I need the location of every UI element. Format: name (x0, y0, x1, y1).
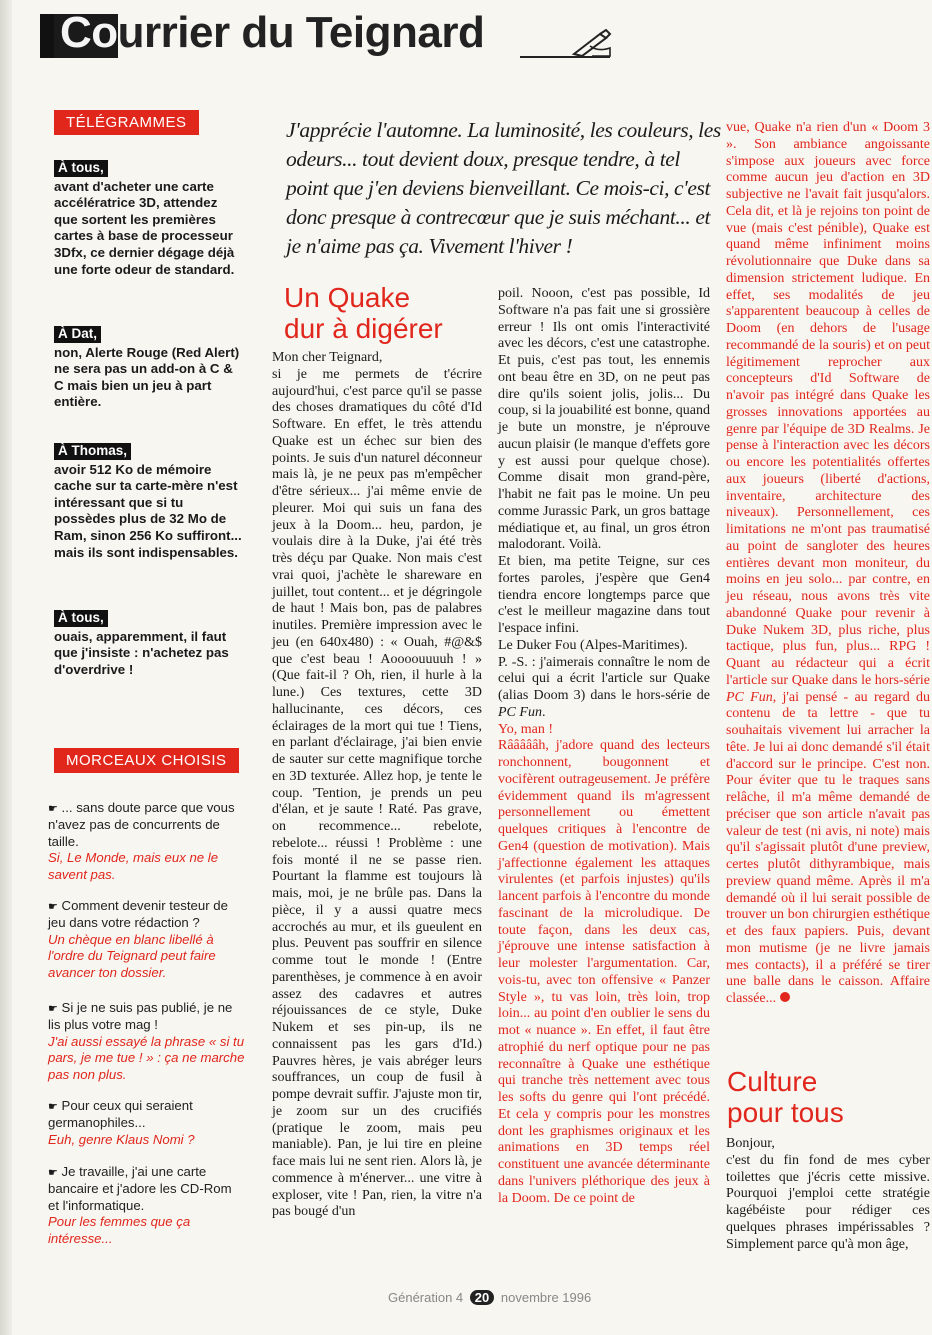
quote-reply: Pour les femmes que ça intéresse... (48, 1214, 191, 1246)
quote-text: Je travaille, j'ai une carte bancaire et j'adore les CD-Rom et l'informatique. (48, 1164, 232, 1213)
letter-body: Et bien, ma petite Teigne, sur ces fortes paroles, j'espère que Gen4 tiendra encore longtemps parce que c'est le meilleur magazine dans tout l'espace infini. (498, 554, 710, 636)
article-column-2 (498, 286, 710, 1207)
article-headline: Culture pour tous (727, 1066, 844, 1128)
telegram-text: avant d'acheter une carte accélératrice 3D, attendez que sortent les premières cartes à base de processeur 3Dfx, ce dernier dégage déjà une forte odeur de standard. (54, 178, 235, 277)
intro-paragraph: J'apprécie l'automne. La luminosité, les couleurs, les odeurs... tout devient doux, presque tendre, à tel point que j'en deviens bienveillant. Ce mois-ci, c'est donc presque à contrecœur que je suis méchant... et je n'aime pas ça. Vivement l'hiver ! (286, 118, 721, 258)
issue-date: novembre 1996 (500, 1290, 592, 1305)
quote-reply: Un chèque en blanc libellé à l'ordre du Teignard peut faire avancer ton dossier. (48, 931, 216, 980)
pointing-hand-icon: ☛ (48, 1167, 58, 1179)
pointing-hand-icon: ☛ (48, 803, 58, 815)
quote-text: ... sans doute parce que vous n'avez pas de concurrents de taille. (48, 800, 235, 849)
pointing-hand-icon: ☛ (48, 901, 58, 913)
article-headline: Un Quake dur à digérer (284, 282, 443, 344)
telegram-item (54, 610, 244, 678)
quote-item (48, 898, 246, 981)
quote-item (48, 1098, 246, 1148)
quote-text: Si je ne suis pas publié, je ne lis plus votre mag ! (48, 1000, 233, 1033)
reply-body: vue, Quake n'a rien d'un « Doom 3 ». Son ambiance angoissante s'impose aux joueurs avec force comme aucun jeu d'action en 3D subjective ne l'avait fait jusqu'alors. Cela dit, et là je rejoins ton point de vue (mais c'est pénible), Quake est quand même infiniment moins révolutionnaire que Duke dans sa dimension strictement ludique. En effet, ses modalités de jeu s'apparentent beaucoup à celles de Doom (en dehors de l'usage recommandé de la souris) et on peut légitimement reprocher aux concepteurs d'Id Software de n'avoir pas intégré dans Quake les grosses innovations apportées au genre par l'équipe de 3D Realms. Je pense à l'interaction avec les décors ou encore les potentialités offertes aux joueurs (liberté d'actions, inventaire, architecture des niveaux). Personnellement, ces limitations ne m'ont pas traumatisé au point de sangloter des heures entières devant mon moniteur, du moins en jeu solo... par contre, en jeu réseau, nous avons très vite abandonné Quake pour revenir à Duke Nukem 3D, plus riche, plus tactique, plus fun, plus... RPG ! Quant au rédacteur qui a écrit l'article sur Quake dans le hors-série PC Fun, j'ai pensé - au regard du contenu de ta lettre - que tu souhaitais vivement lui arracher la tête. Je lui ai donc demandé s'il était d'accord sur le principe. C'est non. Pour éviter que tu le traques sans relâche, il m'a même demandé de préciser que son article n'avait pas valeur de test (ni avis, ni note) mais qu'il s'agissait plutôt d'une preview, certes plutôt dithyrambique, mais preview quand même. Après il m'a demandé où il lui serait possible de trouver un bon chirurgien esthétique et des faux papiers. Puis, devant mon mutisme (je ne livre jamais mes contacts), il a préféré se tirer une balle dans le caisson. Affaire classée... (726, 120, 930, 1006)
morceaux-section (46, 748, 242, 773)
article-2-body (726, 1136, 930, 1253)
quote-item (48, 1164, 246, 1247)
page-number: 20 (470, 1290, 494, 1305)
pointing-hand-icon: ☛ (48, 1101, 58, 1113)
sidebar (46, 110, 242, 135)
masthead (40, 6, 620, 62)
telegram-text: avoir 512 Ko de mémoire cache sur ta carte-mère n'est intéressant que si tu possèdes plus de 32 Mo de Ram, sinon 256 Ko suffiront... mais ils sont indispensables. (54, 461, 242, 560)
pointing-hand-icon: ☛ (48, 1003, 58, 1015)
masthead-bar (40, 14, 54, 58)
article-column-1 (272, 350, 482, 1221)
end-mark-icon (780, 992, 790, 1002)
page-edge (0, 0, 12, 1335)
article-column-3 (726, 120, 930, 1008)
letter-greeting: Mon cher Teignard, (272, 350, 383, 365)
morceaux-heading: MORCEAUX CHOISIS (54, 748, 239, 773)
quote-item (48, 1000, 246, 1083)
telegram-recipient: À Dat, (54, 326, 101, 343)
letter-greeting: Bonjour, (726, 1136, 775, 1151)
letter-postscript: P. -S. : j'aimerais connaître le nom de celui qui a écrit l'article sur Quake (alias Doom 3) dans le hors-série de PC Fun. (498, 654, 710, 720)
quote-item (48, 800, 246, 883)
telegram-recipient: À Thomas, (54, 443, 131, 460)
telegram-item (54, 326, 244, 411)
telegram-item (54, 160, 244, 278)
quote-text: Comment devenir testeur de jeu dans votre rédaction ? (48, 898, 228, 931)
writing-hand-icon (570, 28, 614, 58)
letter-signature: Le Duker Fou (Alpes-Maritimes). (498, 637, 688, 653)
telegram-recipient: À tous, (54, 160, 108, 177)
letter-body: poil. Nooon, c'est pas possible, Id Software n'a pas fait une si grossière erreur ! Ils ont omis l'interactivité avec les décors, c'est une catastrophe. Et puis, c'est pas tout, les ennemis ont beau être en 3D, on ne peut pas dire qu'ils soient jolis, jolis... Du coup, si la jouabilité est bonne, quand je bute un monstre, je n'éprouve aucun plaisir (le manque d'effets gore y est aussi pour quelque chose). Comme disait mon grand-père, l'habit ne fait pas le moine. Un peu comme Jurassic Park, un gros battage médiatique et, au final, un gros étron malodorant. Voilà. (498, 286, 710, 553)
reply-greeting: Yo, man ! (498, 721, 553, 737)
masthead-title: Courrier du Teignard (60, 8, 485, 57)
quote-reply: Si, Le Monde, mais eux ne le savent pas. (48, 850, 219, 882)
letter-body: si je me permets de t'écrire aujourd'hui, c'est parce qu'il se passe des choses dramatiques du côté d'Id Software. En effet, le très attendu Quake est un échec sur bien des points. Je suis d'un naturel déconneur mais là, je ne peux pas m'empêcher d'être sérieux... j'ai même envie de pleurer. Moi qui suis un fana des jeux à la Doom... heu, pardon, je voulais dire à la Duke, j'ai été très très déçu par Quake. Non mais c'est vrai quoi, j'achète le shareware en juillet, tout content... et je dégringole de haut ! Mais bon, pas de palabres inutiles. Première impression avec le jeu (en 640x480) : « Ouah, #@&$ que c'est beau ! Aoooouuuuh ! » (Que fait-il ? Oh, rien, il hurle à la lune.) Ces textures, cette 3D hallucinante, ces décors, ces éclairages de la mort qui tue ! Tiens, en parlant d'éclairage, j'ai bien envie de sauter sur cette magnifique torche en 3D texturée. Allez hop, je tente le coup. 'Tention, je prends un peu d'élan, et je saute ! Raté. Pas grave, on recommence... rebelote, rebelote... réussi ! Problème : une fois monté il ne se passe rien. Pourtant la flamme est toujours là mais, moi, je ne brûle pas. Dans la pièce, il y a aussi quatre mecs accrochés au mur, et ils gueulent en plus. Peuvent pas souffrir en silence comme tout le monde ! (Entre parenthèses, je commence à en avoir assez des cadavres et autres réjouissances de ce style, Duke Nukem et ses pin-up, ils ne connaissent pas les gars d'Id.) Pauvres hères, je vais abréger leurs souffrances, un coup de fusil à pompe devrait suffir. J'ajuste mon tir, je zoom sur un des crucifiés (pratique le zoom, mais peu maniable). Pan, je lui tire en pleine face mais lui ne sent rien. Alors là, je commence à m'énerver... une vitre à exploser, vite ! Pan, rien, la vitre n'a pas bougé d'un (272, 366, 482, 1220)
telegram-text: ouais, apparemment, il faut que j'insiste : n'achetez pas d'overdrive ! (54, 628, 229, 677)
letter-body: c'est du fin fond de mes cyber toilettes que j'écris cette missive. Pourquoi j'emploi cette stratégie kagébéiste pour rédiger ces quelques phrases impérissables ? Simplement parce qu'à mon âge, (726, 1152, 930, 1252)
quote-text: Pour ceux qui seraient germanophiles... (48, 1098, 193, 1131)
quote-reply: J'ai aussi essayé la phrase « si tu pars, je me tue ! » : ça ne marche pas non plus. (48, 1033, 245, 1082)
telegrammes-heading: TÉLÉGRAMMES (54, 110, 199, 135)
magazine-name: Génération 4 (388, 1290, 464, 1305)
reply-body: Râââââh, j'adore quand des lecteurs ronchonnent, bougonnent et vocifèrent outrageusement. Je préfère évidemment quand ils m'agressent personnellement ou émettent quelques critiques à l'encontre de Gen4 (question de motivation). Mais j'affectionne également les attaques virulentes (et parfois injustes) qu'ils lancent parfois à l'encontre du monde fascinant de la microludique. De toute façon, dans les deux cas, j'éprouve une intense satisfaction à leur molester l'argumentation. Car, vois-tu, avec ton offensive « Panzer Style », tu vas loin, très loin, trop loin... au point d'en oublier le sens du mot « nuance ». En effet, il faut être atrophié du nerf optique pour ne pas reconnaître à Quake une esthétique qui tranche très nettement avec tous les softs du genre qui l'ont précédé. Et cela y compris pour les monstres dont les graphismes originaux et les animations en 3D temps réel constituent une avancée déterminante dans l'univers pléthorique des jeux à la Doom. De ce point de (498, 738, 710, 1206)
telegram-item (54, 443, 244, 561)
quote-reply: Euh, genre Klaus Nomi ? (48, 1131, 195, 1147)
telegram-text: non, Alerte Rouge (Red Alert) ne sera pas un add-on à C & C mais bien un jeu à part entière. (54, 344, 240, 410)
page-footer (388, 1290, 591, 1305)
telegram-recipient: À tous, (54, 610, 108, 627)
